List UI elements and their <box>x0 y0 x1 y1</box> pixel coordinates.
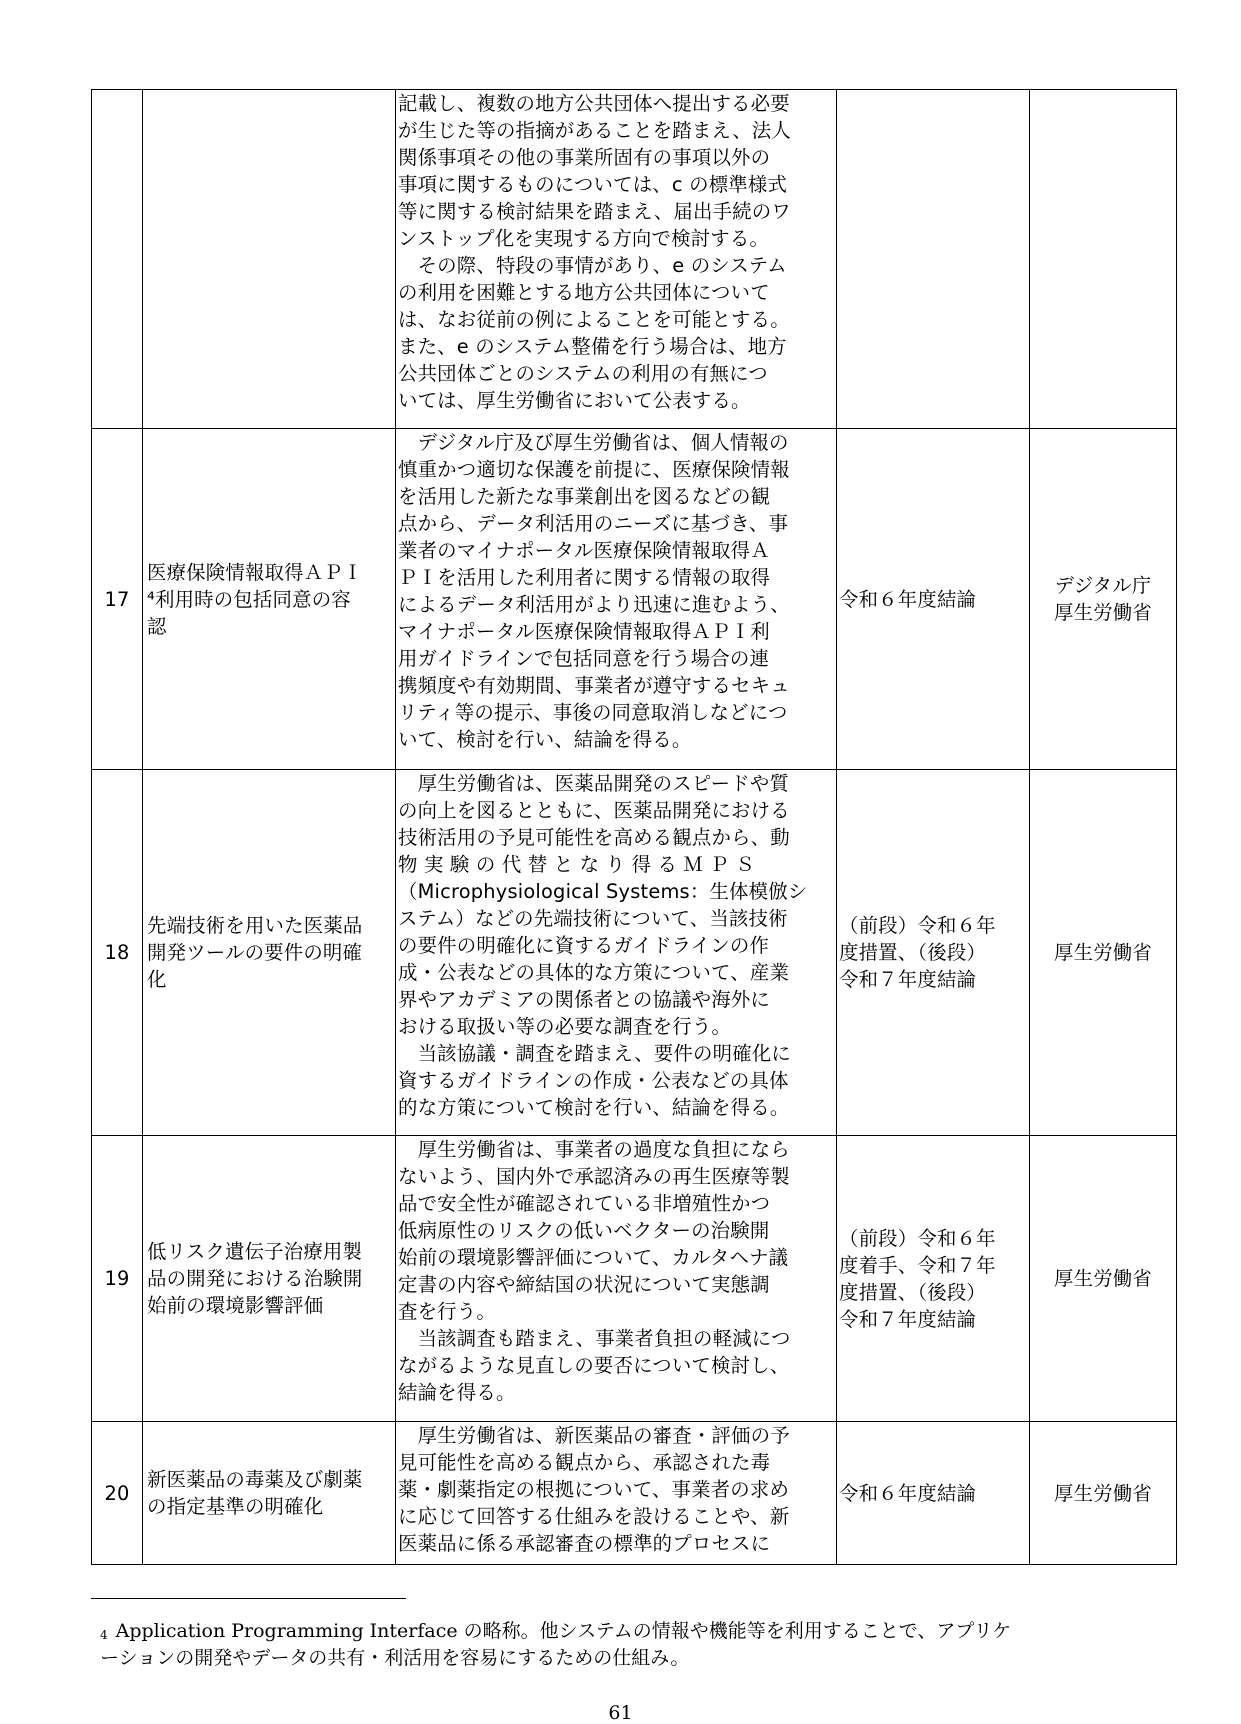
footnote-separator <box>91 1598 406 1599</box>
item-title: 新医薬品の毒薬及び劇薬 の指定基準の明確化 <box>143 1422 396 1565</box>
schedule: （前段）令和６年 度着手、令和７年 度措置、（後段） 令和７年度結論 <box>837 1136 1030 1422</box>
table-row <box>92 90 1177 429</box>
measure-description: 記載し、複数の地方公共団体へ提出する必要 が生じた等の指摘があることを踏まえ、法人 関係事項その他の事業所固有の事項以外の 事項に関するものについては、c の標準様式 等に関する検討結果を踏まえ、届出手続のワ ンストップ化を実現する方向で検討する。 その際、特段の事情があり、e のシステム の利用を困難とする地方公共団体について は、なお従前の例によることを可能とする。 また、e のシステム整備を行う場合は、地方 公共団体ごとのシステムの利用の有無につ いては、厚生労働省において公表する。 <box>396 90 837 429</box>
measure-description: デジタル庁及び厚生労働省は、個人情報の 慎重かつ適切な保護を前提に、医療保険情報 を活用した新たな事業創出を図るなどの観 点から、データ利活用のニーズに基づき、事 業者のマイナポータル医療保険情報取得Ａ ＰＩを活用した利用者に関する情報の取得 によるデータ利活用がより迅速に進むよう、 マイナポータル医療保険情報取得ＡＰＩ利 用ガイドラインで包括同意を行う場合の連 携頻度や有効期間、事業者が遵守するセキュ リティ等の提示、事後の同意取消しなどにつ いて、検討を行い、結論を得る。 <box>396 429 837 770</box>
schedule: 令和６年度結論 <box>837 1422 1030 1565</box>
responsible-ministry: 厚生労働省 <box>1030 1136 1177 1422</box>
item-title <box>143 90 396 429</box>
row-number: 20 <box>92 1422 143 1565</box>
table-row <box>92 1136 1177 1422</box>
responsible-ministry: 厚生労働省 <box>1030 770 1177 1136</box>
schedule <box>837 90 1030 429</box>
schedule: （前段）令和６年 度措置、（後段） 令和７年度結論 <box>837 770 1030 1136</box>
measure-description: 厚生労働省は、医薬品開発のスピードや質 の向上を図るとともに、医薬品開発における 技術活用の予見可能性を高める観点から、動 物 実 験 の 代 替 と な り 得 る Ｍ Ｐ Ｓ （Microphysiological Systems：生体模倣シ ステム）などの先端技術について、当該技術 の要件の明確化に資するガイドラインの作 成・公表などの具体的な方策について、産業 界やアカデミアの関係者との協議や海外に おける取扱い等の必要な調査を行う。 当該協議・調査を踏まえ、要件の明確化に 資するガイドラインの作成・公表などの具体 的な方策について検討を行い、結論を得る。 <box>396 770 837 1136</box>
responsible-ministry <box>1030 90 1177 429</box>
row-number: 19 <box>92 1136 143 1422</box>
row-number: 17 <box>92 429 143 770</box>
footnote-marker: 4 <box>100 1628 108 1642</box>
footnote <box>100 1618 1160 1672</box>
row-number: 18 <box>92 770 143 1136</box>
regulatory-reform-table <box>91 89 1177 1565</box>
item-title: 先端技術を用いた医薬品 開発ツールの要件の明確 化 <box>143 770 396 1136</box>
measure-description: 厚生労働省は、新医薬品の審査・評価の予 見可能性を高める観点から、承認された毒 薬・劇薬指定の根拠について、事業者の求め に応じて回答する仕組みを設けることや、新 医薬品に係る承認審査の標準的プロセスに <box>396 1422 837 1565</box>
item-title: 医療保険情報取得ＡＰＩ ⁴利用時の包括同意の容 認 <box>143 429 396 770</box>
footnote-line-2: ーションの開発やデータの共有・利活用を容易にするための仕組み。 <box>100 1647 690 1669</box>
table-row <box>92 429 1177 770</box>
responsible-ministry: 厚生労働省 <box>1030 1422 1177 1565</box>
measure-description: 厚生労働省は、事業者の過度な負担になら ないよう、国内外で承認済みの再生医療等製 品で安全性が確認されている非増殖性かつ 低病原性のリスクの低いベクターの治験開 始前の環境影響評価について、カルタヘナ議 定書の内容や締結国の状況について実態調 査を行う。 当該調査も踏まえ、事業者負担の軽減につ ながるような見直しの要否について検討し、 結論を得る。 <box>396 1136 837 1422</box>
responsible-ministry: デジタル庁 厚生労働省 <box>1030 429 1177 770</box>
page-number: 61 <box>608 1702 633 1724</box>
row-number <box>92 90 143 429</box>
schedule: 令和６年度結論 <box>837 429 1030 770</box>
footnote-line-1: $^4$ Application Programming Interface の略称。他システムの情報や機能等を利用することで、アプリケ <box>100 1620 1012 1642</box>
table-row <box>92 770 1177 1136</box>
table-row <box>92 1422 1177 1565</box>
item-title: 低リスク遺伝子治療用製 品の開発における治験開 始前の環境影響評価 <box>143 1136 396 1422</box>
